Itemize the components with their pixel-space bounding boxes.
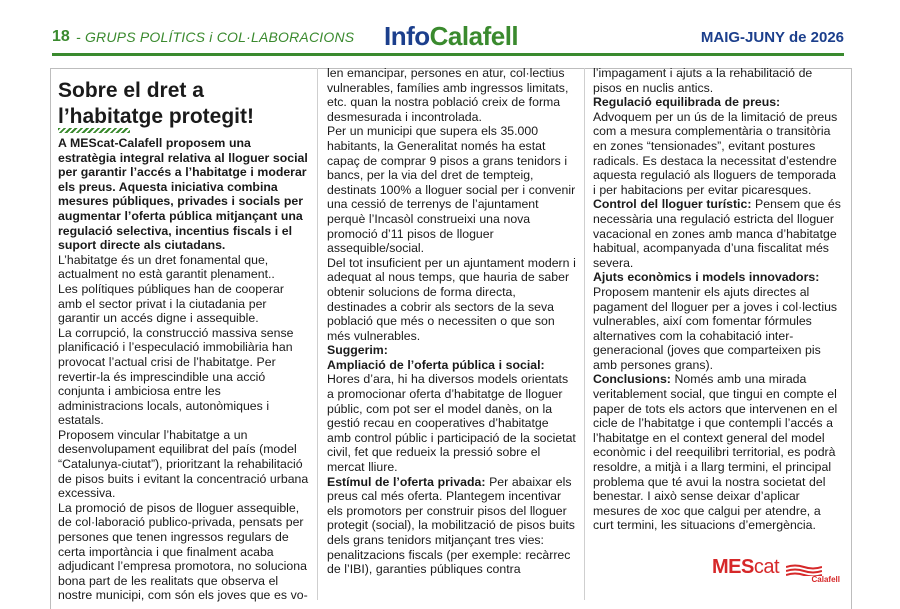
paragraph: La corrupció, la construcció massiva sense planificació i l’especulació immobiliària han provocat l’actual crisi de l’habitatge. Per revertir-la és imprescindible una acció conjunta i ambiciosa entre les administracions locals, autonòmiques i estatals. [58, 325, 294, 428]
logo-calafell: Calafell [429, 21, 519, 51]
article-column-1 [58, 136, 309, 603]
logo-cat: cat [753, 556, 780, 578]
paragraph: len emancipar, persones en atur, col·lectius vulnerables, famílies amb ingressos limitats, etc. quan la nostra població creix de forma desmesurada i incontrolada. [327, 66, 569, 124]
suggestion-label: Ajuts econòmics i models innovadors: [593, 270, 820, 285]
paragraph: Proposem vincular l’habitatge a un desenvolupament equilibrat del país (model “Catalunya-ciutat”), prioritzant la rehabilitació de pisos buits i evitant la concentració urbana excessiva. [58, 427, 309, 501]
paragraph: Del tot insuficient per un ajuntament modern i adequat al nous temps, que hauria de saber obtenir solucions de forma directa, destinades a cobrir als sectors de la seva població que més o necessiten o que son més vulnerables. [327, 255, 576, 343]
suggestions-heading: Suggerim: [327, 343, 388, 358]
column-divider [584, 68, 585, 600]
suggestion-tourist-rental [593, 197, 841, 270]
party-logo [712, 556, 842, 596]
suggestion-public-offer [327, 358, 576, 475]
logo-info: Info [384, 21, 430, 51]
title-stripes [58, 128, 130, 133]
magazine-logo [384, 21, 518, 52]
page-header [0, 0, 900, 52]
suggestion-text: Pensem que és necessària una regulació estricta del lloguer vacacional en zones amb manca d’habitatge habitual, acompanyada d’una fiscalitat més severa. [593, 197, 841, 270]
suggestion-label: Control del lloguer turístic: [593, 197, 752, 212]
paragraph: Les polítiques públiques han de cooperar amb el sector privat i la ciutadania per garantir un accés digne i assequible. [58, 281, 284, 326]
suggestion-text: Advoquem per un ús de la limitació de preus com a mesura complementària o transitòria en zones “tensionades”, evitant postures radicals. Es destaca la necessitat d’estendre aquesta regulació als lloguers de temporada i per habitacions per evitar picaresques. [593, 109, 838, 197]
suggestion-label: Ampliació de l’oferta pública i social: [327, 357, 545, 372]
article-lead: A MEScat-Calafell proposem una estratègia integral relativa al lloguer social per garantir l’accés a l’habitatge i moderar els preus. Aquesta iniciativa combina mesures públiques, privades i socials per augmentar l’oferta pública mitjançant una regulació selectiva, incentius fiscals i el suport directe als ciutadans. [58, 136, 308, 253]
suggestion-text: Hores d’ara, hi ha diversos models orientats a promocionar oferta d’habitatge de lloguer públic, com pot ser el model danès, on la gestió recau en cooperatives d’habitatge amb control públic i participació de la societat civil, fet que redueix la pressió sobre el mercat lliure. [327, 372, 576, 475]
paragraph: L’habitatge és un dret fonamental que, actualment no està garantit plenament.. [58, 252, 275, 282]
party-logo-name [712, 556, 779, 579]
section-title: - GRUPS POLÍTICS i COL·LABORACIONS [76, 29, 355, 45]
conclusions [593, 372, 841, 533]
paragraph: Per un municipi que supera els 35.000 habitants, la Generalitat només ha estat capaç de comprar 9 pisos a grans tenidors i bancs, per la via del dret de tempteig, destinats 100% a lloguer social per i convenir una cessió de terrenys de l’ajuntament perquè l’Incasòl construeixi una nova promoció d’11 pisos de lloguer assequible/social. [327, 124, 576, 256]
paragraph: La promoció de pisos de lloguer assequible, de col·laboració publico-privada, pensats per persones que tenen ingressos regulars de certa importància i que finalment acaba adjudicant l’empresa promotora, no soluciona bona part de les realitats que observa el nostre municipi, com són els joves que es vo- [58, 500, 308, 603]
suggestion-label: Regulació equilibrada de preus: [593, 95, 781, 110]
article-column-3 [593, 66, 841, 533]
logo-mes: MES [712, 556, 754, 578]
column-divider [317, 68, 318, 600]
suggestion-label: Estímul de l’oferta privada: [327, 474, 486, 489]
suggestion-text: Per abaixar els preus cal més oferta. Plantegem incentivar els promotors per construir pisos del lloguer protegit (social), la mobilització de pisos buits dels grans tenidors mitjançant tres vies: penalitzacions fiscals (per exemple: recàrrec de l’IBI), garanties públiques contra [327, 474, 575, 577]
header-rule [52, 53, 844, 56]
suggestion-economic-aid [593, 270, 841, 372]
suggestion-price-regulation [593, 95, 841, 197]
page-number: 18 [52, 28, 70, 45]
suggestion-text: Proposem mantenir els ajuts directes al pagament del lloguer per a joves i col·lectius vulnerables, així com fomentar fórmules alternatives com la cohabitació inter-generacional (joves que comparteixen pis amb persones grans). [593, 284, 838, 372]
party-logo-town: Calafell [811, 575, 840, 584]
conclusions-label: Conclusions: [593, 372, 671, 387]
conclusions-text: Només amb una mirada veritablement social, que tingui en compte el paper de tots els actors que intervenen en el cicle de l’habitatge i que contempli l’accés a l’habitatge en el context general del model econòmic i del reequilibri territorial, es podrà resoldre, a mitjà i a llarg termini, el principal problema que té avui la nostra societat del benestar. I això sense deixar d’aplicar mesures de xoc que calgui per atendre, a curt termini, les situacions d’emergència. [593, 372, 838, 533]
issue-date: MAIG-JUNY de 2026 [700, 29, 844, 46]
paragraph: l’impagament i ajuts a la rehabilitació de pisos en nuclis antics. [593, 66, 813, 95]
article-column-2 [327, 66, 576, 577]
suggestion-private-offer [327, 475, 576, 577]
article-title: Sobre el dret a l’habitatge protegit! [58, 79, 254, 128]
